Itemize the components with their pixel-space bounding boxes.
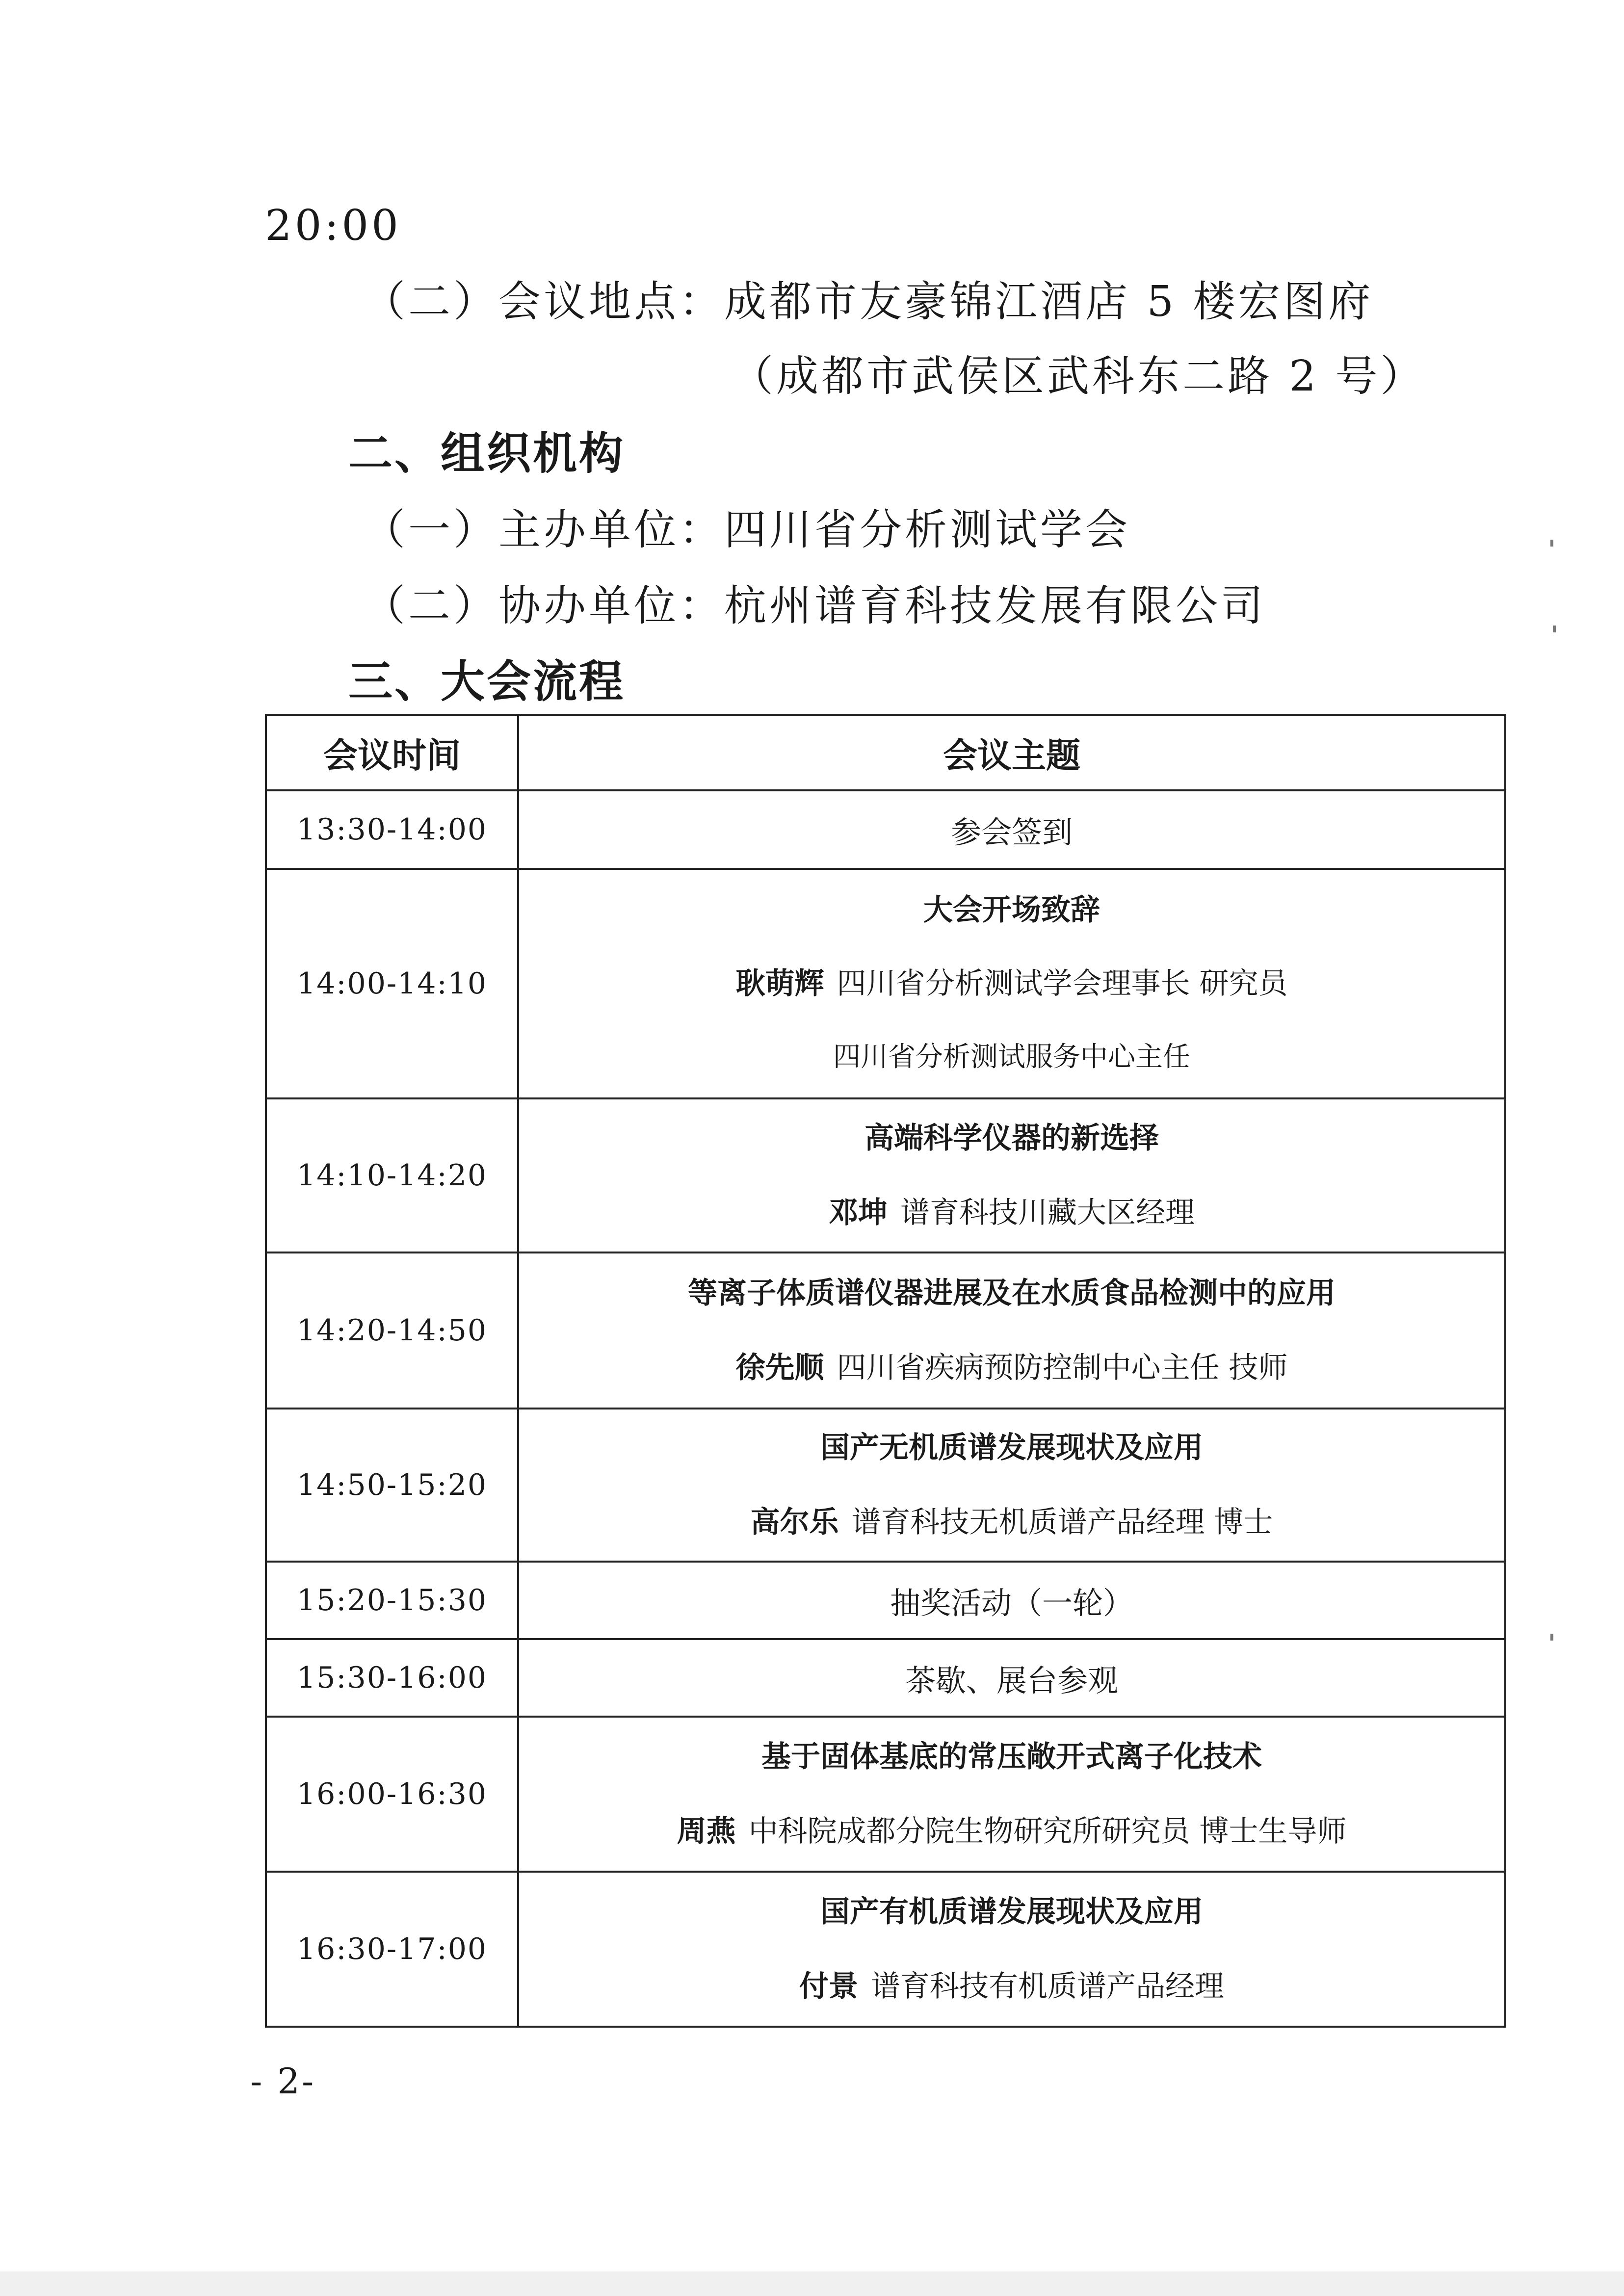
page-number: - 2- bbox=[250, 2061, 316, 2102]
row-time: 13:30-14:00 bbox=[266, 790, 518, 869]
row-time: 14:20-14:50 bbox=[266, 1252, 518, 1409]
scan-speck bbox=[1550, 540, 1553, 547]
row-time: 14:50-15:20 bbox=[266, 1409, 518, 1562]
row-time: 16:30-17:00 bbox=[266, 1872, 518, 2027]
host-unit: （一）主办单位：四川省分析测试学会 bbox=[363, 505, 1130, 554]
table-row bbox=[266, 1409, 1505, 1562]
speaker-line bbox=[519, 1346, 1504, 1390]
time-end-line: 20:00 bbox=[265, 201, 401, 250]
venue-label: （二）会议地点： bbox=[363, 277, 724, 326]
speaker-extra: 四川省分析测试服务中心主任 bbox=[833, 1041, 1190, 1073]
row-topic bbox=[518, 869, 1505, 1098]
speaker-line bbox=[519, 1500, 1504, 1544]
row-time: 16:00-16:30 bbox=[266, 1717, 518, 1872]
topic-title: 等离子体质谱仪器进展及在水质食品检测中的应用 bbox=[688, 1276, 1336, 1310]
table-row bbox=[266, 1639, 1505, 1717]
speaker-role: 中科院成都分院生物研究所研究员 博士生导师 bbox=[748, 1814, 1347, 1849]
row-time: 14:10-14:20 bbox=[266, 1098, 518, 1252]
row-topic bbox=[518, 1872, 1505, 2027]
topic-title: 高端科学仪器的新选择 bbox=[864, 1121, 1159, 1155]
table-row bbox=[266, 1252, 1505, 1409]
row-topic: 抽奖活动（一轮） bbox=[518, 1562, 1505, 1639]
row-topic bbox=[518, 1409, 1505, 1562]
row-topic bbox=[518, 1717, 1505, 1872]
agenda-table bbox=[265, 714, 1506, 2028]
topic-title: 国产有机质谱发展现状及应用 bbox=[820, 1895, 1203, 1929]
speaker-name: 邓坤 bbox=[829, 1196, 888, 1230]
row-time: 14:00-14:10 bbox=[266, 869, 518, 1098]
speaker-line bbox=[519, 1809, 1504, 1853]
scan-edge bbox=[0, 2271, 1624, 2296]
speaker-name: 耿萌辉 bbox=[735, 966, 824, 1001]
row-topic bbox=[518, 1098, 1505, 1252]
speaker-name: 周燕 bbox=[677, 1814, 736, 1849]
speaker-role: 谱育科技有机质谱产品经理 bbox=[871, 1969, 1224, 2004]
section-heading-organization: 二、组织机构 bbox=[348, 428, 625, 479]
venue-line bbox=[363, 275, 1373, 329]
speaker-role: 谱育科技无机质谱产品经理 博士 bbox=[851, 1505, 1273, 1539]
topic-title: 大会开场致辞 bbox=[923, 893, 1100, 927]
table-row bbox=[266, 1562, 1505, 1639]
speaker-name: 高尔乐 bbox=[750, 1505, 839, 1539]
venue-name: 成都市友豪锦江酒店 5 楼宏图府 bbox=[724, 277, 1374, 326]
table-row bbox=[266, 1717, 1505, 1872]
section-heading-agenda: 三、大会流程 bbox=[348, 656, 625, 707]
speaker-role: 四川省分析测试学会理事长 研究员 bbox=[837, 966, 1288, 1001]
speaker-role: 谱育科技川藏大区经理 bbox=[900, 1196, 1195, 1230]
scan-speck bbox=[1553, 626, 1556, 632]
row-topic bbox=[518, 1252, 1505, 1409]
row-topic: 参会签到 bbox=[518, 790, 1505, 869]
scan-speck bbox=[1550, 1634, 1553, 1641]
table-row bbox=[266, 790, 1505, 869]
row-topic: 茶歇、展台参观 bbox=[518, 1639, 1505, 1717]
table-row bbox=[266, 1872, 1505, 2027]
table-row bbox=[266, 1098, 1505, 1252]
table-header-row bbox=[266, 715, 1505, 790]
row-time: 15:30-16:00 bbox=[266, 1639, 518, 1717]
speaker-name: 徐先顺 bbox=[735, 1351, 824, 1385]
speaker-name: 付景 bbox=[799, 1969, 858, 2004]
header-time: 会议时间 bbox=[266, 715, 518, 790]
row-time: 15:20-15:30 bbox=[266, 1562, 518, 1639]
co-host-unit: （二）协办单位：杭州谱育科技发展有限公司 bbox=[363, 581, 1266, 630]
speaker-role: 四川省疾病预防控制中心主任 技师 bbox=[837, 1351, 1288, 1385]
table-row bbox=[266, 869, 1505, 1098]
speaker-line bbox=[519, 1191, 1504, 1235]
topic-title: 基于固体基底的常压敞开式离子化技术 bbox=[761, 1740, 1262, 1774]
speaker-line bbox=[519, 962, 1504, 1006]
venue-address: （成都市武侯区武科东二路 2 号） bbox=[731, 352, 1426, 401]
topic-title: 国产无机质谱发展现状及应用 bbox=[820, 1431, 1203, 1465]
speaker-line bbox=[519, 1964, 1504, 2009]
header-topic: 会议主题 bbox=[518, 715, 1505, 790]
